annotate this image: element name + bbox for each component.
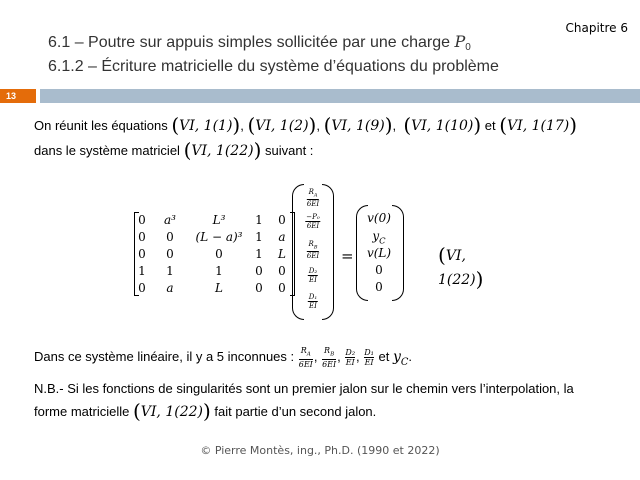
rhs-cell: v(0): [367, 211, 391, 225]
slide-title: [48, 32, 499, 76]
vector-right-paren: [322, 184, 334, 320]
slide-number: 13: [0, 89, 36, 103]
matrix-cell: L: [215, 281, 223, 295]
matrix-cell: 0: [278, 264, 286, 278]
note-paragraph: N.B.- Si les fonctions de singularités sont un premier jalon sur le chemin vers l’interpolation, la forme matricielle (VI, 1(22)) fait partie d’un second jalon.: [34, 381, 574, 423]
unknown-fraction: $\frac{\text{D₂}}{EI}$: [308, 267, 318, 284]
matrix-cell: 1: [255, 230, 263, 244]
matrix-cell: 1: [255, 247, 263, 261]
header-strip: [40, 89, 640, 103]
equation-ref: VI, 1(9): [331, 118, 385, 134]
intro-paragraph: On réunit les équations (VI, 1(1)), (VI, 1(2)), (VI, 1(9)), (VI, 1(10)) et (VI, 1(17)) dans le système matriciel (VI, 1(22)) suivant :: [34, 113, 578, 162]
matrix-cell: 0: [278, 213, 286, 227]
matrix-cell: a: [278, 230, 286, 244]
rhs-cell: $y_C$: [372, 229, 386, 246]
equation-ref: VI, 1(22): [140, 404, 203, 420]
equation-ref: VI, 1(2): [255, 118, 309, 134]
matrix-cell: 1: [166, 264, 174, 278]
rhs-cell: v(L): [366, 246, 392, 260]
matrix-cell: 0: [138, 230, 146, 244]
equals-sign: =: [341, 247, 354, 265]
unknown-yc: $y_C$: [392, 349, 409, 368]
equation-label: (VI, 1(22)): [438, 243, 484, 291]
rhs-cell: 0: [375, 263, 383, 277]
title-line-2: 6.1.2 – Écriture matricielle du système d’équations du problème: [48, 58, 499, 75]
matrix-cell: a³: [164, 213, 176, 227]
fraction: $\frac{\text{D₁}}{EI}$: [364, 348, 374, 368]
matrix-cell: 0: [215, 247, 223, 261]
matrix-cell: 0: [255, 264, 263, 278]
matrix-cell: 1: [255, 213, 263, 227]
matrix-cell: 1: [138, 264, 146, 278]
vector-left-paren: [292, 184, 304, 320]
matrix-cell: L: [278, 247, 286, 261]
matrix-cell: 0: [278, 281, 286, 295]
matrix-cell: 0: [166, 230, 174, 244]
matrix-cell: 1: [215, 264, 223, 278]
equation-ref: VI, 1(1): [179, 118, 233, 134]
unknowns-paragraph: Dans ce système linéaire, il y a 5 inconnues : $\frac{R_A}{6EI}$ , $\frac{R_B}{6EI}$ , $\frac{\text{D₂}}{EI}$ , $\frac{\text{D₁}}{EI}$ et $y_C$.: [34, 345, 413, 370]
matrix-cell: a: [166, 281, 174, 295]
unknown-fraction: $\frac{R_B}{6EI}$: [306, 240, 320, 261]
unknown-fraction: $\frac{\text{−P₀}}{6EI}$: [306, 213, 320, 230]
matrix-cell: 0: [138, 213, 146, 227]
matrix-cell: 0: [166, 247, 174, 261]
rhs-right-paren: [392, 205, 404, 301]
matrix-cell: 0: [138, 281, 146, 295]
chapter-label: Chapitre 6: [565, 21, 628, 35]
matrix-cell: 0: [255, 281, 263, 295]
fraction: $\frac{R_B}{6EI}$: [322, 345, 337, 370]
equation-ref: VI, 1(10): [411, 118, 474, 134]
matrix-cell: L³: [212, 213, 226, 227]
rhs-cell: 0: [375, 280, 383, 294]
matrix-cell: (L − a)³: [195, 230, 243, 244]
title-line-1: 6.1 – Poutre sur appuis simples sollicitée par une charge P0: [48, 32, 471, 53]
footer-copyright: © Pierre Montès, ing., Ph.D. (1990 et 2022): [200, 444, 440, 457]
matrix-cell: 0: [138, 247, 146, 261]
fraction: $\frac{\text{D₂}}{EI}$: [345, 348, 356, 368]
fraction: $\frac{R_A}{6EI}$: [298, 345, 313, 370]
equation-ref: VI, 1(22): [191, 143, 254, 159]
title-symbol: P: [454, 32, 466, 51]
unknown-fraction: $\frac{R_A}{6EI}$: [306, 188, 320, 209]
header-band: [0, 89, 640, 103]
equation-ref: VI, 1(17): [507, 118, 570, 134]
unknown-fraction: $\frac{\text{D₁}}{EI}$: [308, 293, 318, 310]
